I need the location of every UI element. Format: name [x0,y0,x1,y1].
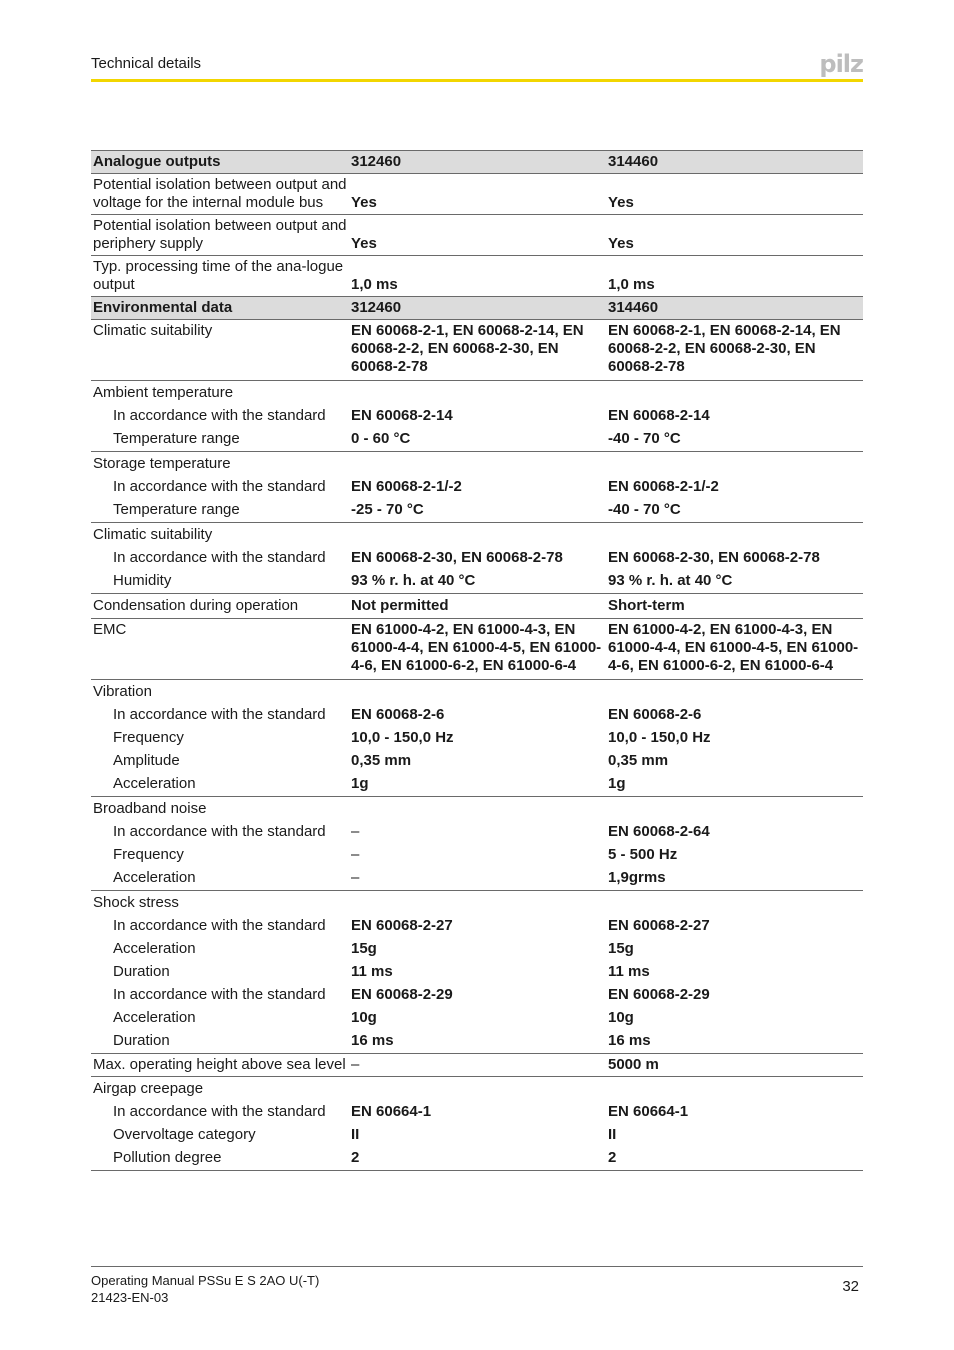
column-header-314460: 314460 [606,297,863,320]
value-312460: – [349,867,606,891]
value-312460: Yes [349,215,606,256]
value-312460: – [351,846,360,863]
value-312460: 0,35 mm [351,752,412,769]
row-label: Amplitude [113,752,180,769]
value-312460: 1g [349,773,606,797]
row-label: Acceleration [113,1009,196,1026]
page-number: 32 [842,1278,859,1295]
footer-manual-title: Operating Manual PSSu E S 2AO U(-T) [91,1273,320,1288]
table-row [91,1147,863,1171]
column-header-314460: 314460 [606,151,863,174]
row-label: In accordance with the standard [113,549,326,566]
value-312460: EN 61000-4-2, EN 61000-4-3, EN 61000-4-4, EN 61000-4-5, EN 61000-4-6, EN 61000-6-2, EN 61000-6-4 [349,619,606,680]
value-312460: EN 60664-1 [351,1103,432,1120]
row-label: Max. operating height above sea level [91,1054,349,1077]
row-label: In accordance with the standard [113,407,326,424]
table-row [91,915,863,938]
value-314460: 1,0 ms [608,276,655,293]
row-label: Temperature range [91,499,349,523]
value-312460: EN 60068-2-27 [351,917,453,934]
row-label: Frequency [113,729,184,746]
row-label: Pollution degree [91,1147,349,1171]
row-label: Duration [113,963,170,980]
table-row [91,405,863,428]
group-label: Ambient temperature [93,384,234,401]
value-314460: EN 60068-2-14 [608,407,710,424]
value-312460: 10,0 - 150,0 Hz [351,729,454,746]
table-row [91,773,863,797]
table-row [91,570,863,594]
value-312460: II [351,1126,360,1143]
table-row [91,867,863,891]
row-label: Potential isolation between output and periphery supply [91,215,349,256]
table-row [91,821,863,844]
table-row [91,1007,863,1030]
row-label: EMC [91,619,349,680]
value-314460: EN 60068-2-1/-2 [608,478,719,495]
section-header-environmental-data [91,297,863,320]
row-label: Climatic suitability [91,320,349,381]
table-row [91,1124,863,1147]
section-header-analogue-outputs [91,151,863,174]
value-312460: -25 - 70 °C [349,499,606,523]
table-row [91,984,863,1007]
row-label: In accordance with the standard [113,823,326,840]
group-header [91,1077,863,1102]
group-header [91,680,863,705]
header-rule [91,79,863,82]
group-header [91,891,863,916]
table-row [91,619,863,680]
value-312460: – [349,1054,606,1077]
value-312460: EN 60068-2-30, EN 60068-2-78 [351,549,563,566]
value-312460: Yes [349,174,606,215]
value-314460: EN 60664-1 [608,1103,689,1120]
value-312460: 0 - 60 °C [349,428,606,452]
table-row [91,428,863,452]
value-312460: 93 % r. h. at 40 °C [349,570,606,594]
group-label: Broadband noise [93,800,207,817]
row-label: Condensation during operation [91,594,349,619]
table-row [91,844,863,867]
technical-data-table [91,150,863,1171]
table-row [91,476,863,499]
value-314460: Yes [606,215,863,256]
table-row [91,938,863,961]
value-314460: 2 [606,1147,863,1171]
value-314460: 93 % r. h. at 40 °C [606,570,863,594]
value-312460: 2 [349,1147,606,1171]
row-label: Acceleration [91,773,349,797]
footer-doc-number: 21423-EN-03 [91,1290,169,1305]
value-312460: EN 60068-2-1/-2 [351,478,462,495]
value-314460: 10,0 - 150,0 Hz [608,729,711,746]
value-314460: EN 60068-2-1, EN 60068-2-14, EN 60068-2-2, EN 60068-2-30, EN 60068-2-78 [606,320,863,381]
table-row [91,547,863,570]
value-314460: -40 - 70 °C [606,428,863,452]
value-314460: Yes [606,174,863,215]
value-312460: 16 ms [349,1030,606,1054]
value-314460: EN 60068-2-64 [608,823,710,840]
value-312460: 11 ms [351,963,393,980]
group-header [91,381,863,406]
table-row [91,727,863,750]
value-314460: EN 60068-2-30, EN 60068-2-78 [608,549,820,566]
value-314460: 16 ms [606,1030,863,1054]
value-312460: EN 60068-2-14 [351,407,453,424]
row-label: In accordance with the standard [113,917,326,934]
row-label: In accordance with the standard [113,986,326,1003]
group-header [91,452,863,477]
group-label: Climatic suitability [93,526,213,543]
group-label: Storage temperature [93,455,231,472]
pilz-logo: pilz [819,50,863,78]
group-header [91,797,863,822]
row-label: Frequency [113,846,184,863]
table-row [91,320,863,381]
value-314460: II [608,1126,617,1143]
value-314460: EN 60068-2-27 [608,917,710,934]
row-label: Temperature range [91,428,349,452]
group-label: Shock stress [93,894,179,911]
section-title: Environmental data [91,297,349,320]
value-312460: EN 60068-2-1, EN 60068-2-14, EN 60068-2-2, EN 60068-2-30, EN 60068-2-78 [349,320,606,381]
value-314460: EN 60068-2-29 [608,986,710,1003]
table-row [91,594,863,619]
row-label: In accordance with the standard [113,478,326,495]
row-label: Humidity [91,570,349,594]
value-312460: EN 60068-2-6 [351,706,445,723]
value-314460: 5000 m [606,1054,863,1077]
value-312460: 1,0 ms [351,276,398,293]
group-header [91,523,863,548]
value-314460: 1g [606,773,863,797]
value-314460: 1,9grms [606,867,863,891]
value-312460: 10g [351,1009,377,1026]
value-314460: 10g [608,1009,634,1026]
table-row [91,174,863,215]
table-row [91,1030,863,1054]
section-title: Analogue outputs [91,151,349,174]
table-row [91,1054,863,1077]
header-title: Technical details [91,55,202,72]
value-314460: EN 61000-4-2, EN 61000-4-3, EN 61000-4-4, EN 61000-4-5, EN 61000-4-6, EN 61000-6-2, EN 61000-6-4 [606,619,863,680]
row-label: Overvoltage category [113,1126,256,1143]
value-314460: Short-term [606,594,863,619]
row-label: In accordance with the standard [113,1103,326,1120]
row-label: Duration [91,1030,349,1054]
value-314460: -40 - 70 °C [606,499,863,523]
table-row [91,215,863,256]
page-header [91,50,863,82]
row-label: Acceleration [91,867,349,891]
row-label: Acceleration [113,940,196,957]
value-312460: EN 60068-2-29 [351,986,453,1003]
column-header-312460: 312460 [349,151,606,174]
group-label: Airgap creepage [93,1080,204,1097]
row-label: In accordance with the standard [113,706,326,723]
value-314460: 11 ms [608,963,650,980]
page-footer [91,1266,863,1306]
table-row [91,961,863,984]
table-row [91,704,863,727]
value-314460: 5 - 500 Hz [608,846,678,863]
value-312460: – [351,823,360,840]
value-314460: 15g [608,940,634,957]
value-312460: 15g [351,940,377,957]
column-header-312460: 312460 [349,297,606,320]
group-label: Vibration [93,683,152,700]
row-label: Typ. processing time of the ana-logue output [93,258,344,293]
table-row [91,1101,863,1124]
value-314460: EN 60068-2-6 [608,706,702,723]
value-314460: 0,35 mm [608,752,669,769]
row-label: Potential isolation between output and voltage for the internal module bus [91,174,349,215]
value-312460: Not permitted [349,594,606,619]
table-row [91,750,863,773]
table-row [91,256,863,297]
table-row [91,499,863,523]
